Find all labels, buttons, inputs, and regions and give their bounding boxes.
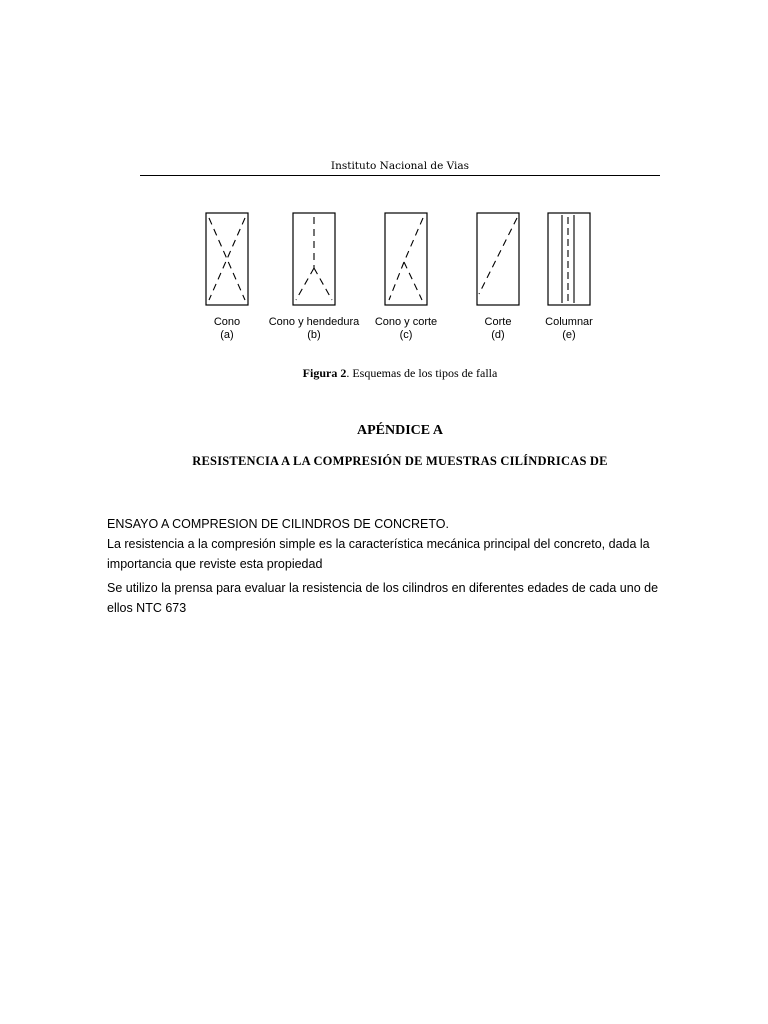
figure-caption-label: Figura 2 — [302, 366, 347, 380]
paragraph-line: importancia que reviste esta propiedad — [107, 557, 323, 571]
specimen-cono — [205, 212, 249, 306]
specimen-label-a: Cono (a) — [213, 316, 241, 341]
appendix-title: APÉNDICE A — [357, 423, 443, 438]
section-heading: ENSAYO A COMPRESION DE CILINDROS DE CONCRETO. — [107, 517, 449, 531]
appendix-subtitle: RESISTENCIA A LA COMPRESIÓN DE MUESTRAS CILÍNDRICAS DE — [192, 454, 608, 468]
specimen-label-d: Corte (d) — [484, 316, 512, 341]
specimen-cono-corte — [384, 212, 428, 306]
figure-caption-text: . Esquemas de los tipos de falla — [346, 366, 498, 380]
intro-paragraph — [107, 514, 667, 574]
method-paragraph — [107, 578, 667, 618]
paragraph-line: ellos NTC 673 — [107, 601, 187, 615]
specimen-corte — [476, 212, 520, 306]
specimen-label-e: Columnar (e) — [545, 316, 593, 341]
specimen-label-b: Cono y hendedura (b) — [268, 316, 360, 341]
failure-types-figure — [195, 212, 615, 352]
paragraph-line: Se utilizo la prensa para evaluar la resistencia de los cilindros en diferentes edades de cada uno de — [107, 581, 659, 595]
specimen-columnar — [547, 212, 591, 306]
header-rule — [140, 175, 660, 176]
figure-caption — [140, 366, 660, 381]
specimen-label-c: Cono y corte (c) — [374, 316, 438, 341]
specimen-cono-hendedura — [292, 212, 336, 306]
running-header: Instituto Nacional de Vias — [330, 160, 470, 172]
paragraph-line: La resistencia a la compresión simple es la característica mecánica principal del concreto, dada la — [107, 537, 650, 551]
